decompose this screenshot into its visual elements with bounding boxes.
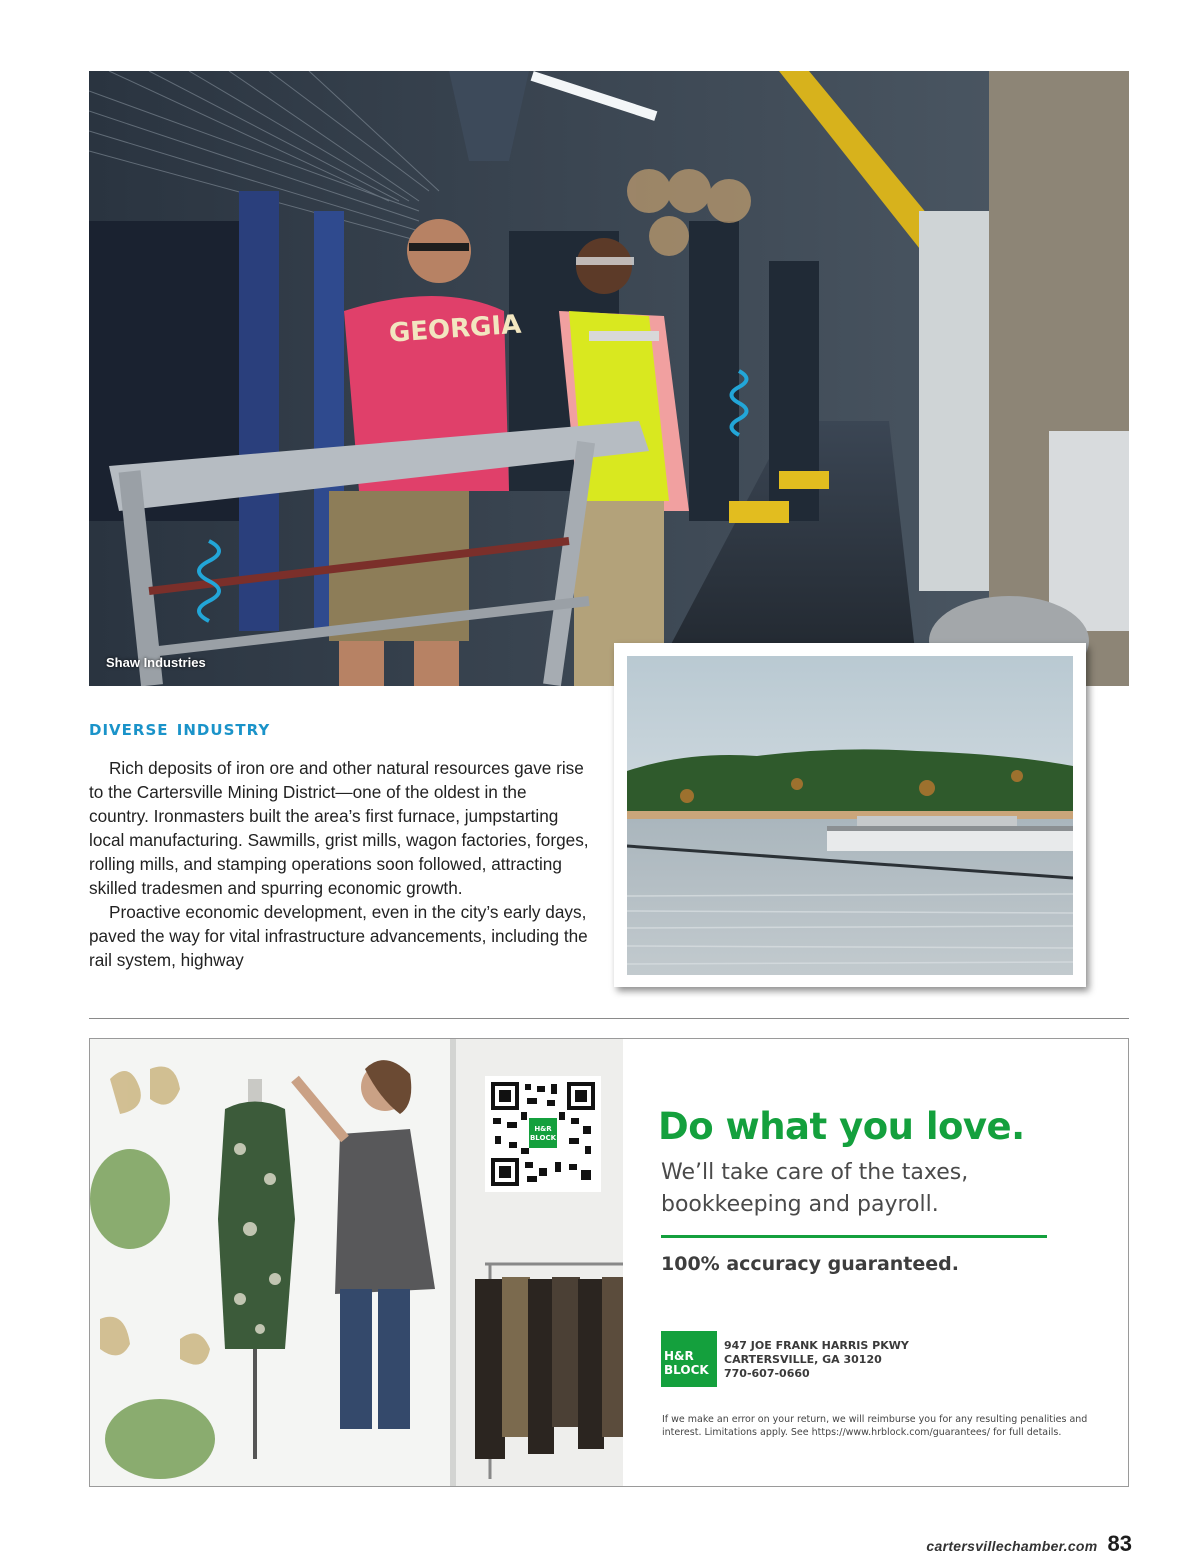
footer-url[interactable]: cartersvillechamber.com (926, 1538, 1098, 1554)
lake-photo-illustration (627, 656, 1073, 975)
phone-number[interactable]: 770-607-0660 (724, 1367, 810, 1380)
hrblock-advertisement (89, 1038, 1129, 1487)
article-body (89, 756, 589, 972)
office-address (724, 1339, 909, 1381)
logo-line1: H&R (664, 1349, 694, 1363)
hrblock-logo (661, 1331, 717, 1387)
qr-code-graphic (491, 1082, 595, 1186)
ad-headline: Do what you love. (658, 1105, 1025, 1148)
address-street: 947 JOE FRANK HARRIS PKWY (724, 1339, 909, 1352)
factory-photo (89, 71, 1129, 686)
lake-photo (614, 643, 1086, 987)
shirt-text: GEORGIA (388, 309, 523, 349)
legal-fine-print: If we make an error on your return, we will reimburse you for any resulting penalities and interest. Limitations apply. See https://www.hrblock.com/guarantees/ for full details. (662, 1414, 1088, 1438)
photo-caption: Shaw Industries (106, 655, 206, 670)
page-footer (926, 1531, 1132, 1557)
paragraph: Proactive economic development, even in the city’s early days, paved the way for vital infrastructure advancements, including the rail system, highway (89, 902, 588, 970)
qr-logo-line1: H&R (534, 1125, 552, 1133)
qr-code[interactable] (485, 1076, 601, 1192)
accuracy-guarantee: 100% accuracy guaranteed. (661, 1253, 959, 1275)
factory-photo-illustration (89, 71, 1129, 686)
qr-logo-line2: BLOCK (529, 1134, 557, 1142)
section-heading: diverse industry (89, 716, 271, 740)
logo-line2: BLOCK (664, 1363, 709, 1377)
ad-subhead: We’ll take care of the taxes, bookkeeping and payroll. (661, 1160, 969, 1217)
ad-divider (661, 1235, 1047, 1238)
paragraph: Rich deposits of iron ore and other natural resources gave rise to the Cartersville Mining District—one of the oldest in the country. Ironmasters built the area’s first furnace, jumpstarting local manufacturing. Sawmills, grist mills, wagon factories, forges, rolling mills, and stamping operations soon followed, attracting skilled tradesmen and spurring economic growth. (89, 758, 589, 898)
divider (89, 1018, 1129, 1019)
address-city: CARTERSVILLE, GA 30120 (724, 1353, 882, 1366)
page-number: 83 (1107, 1531, 1132, 1556)
